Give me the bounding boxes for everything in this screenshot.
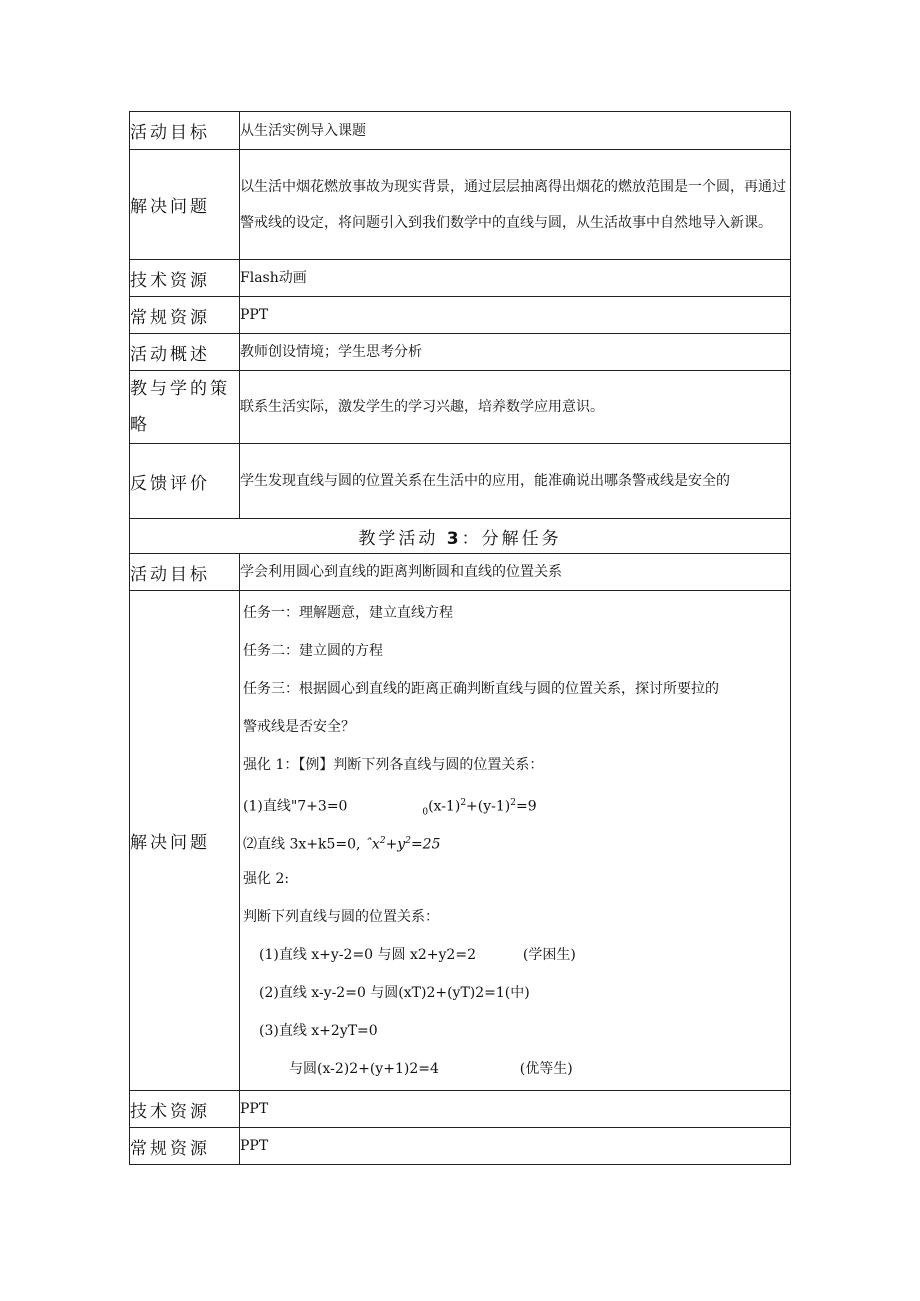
table-row (130, 554, 791, 591)
section-heading-row (130, 519, 791, 554)
problem-content (240, 591, 791, 1091)
row-value: 教师创设情境；学生思考分析 (240, 334, 791, 371)
table-row (130, 371, 791, 444)
table-row (130, 591, 791, 1091)
section-heading (130, 519, 791, 554)
example-line (243, 784, 786, 822)
table-row (130, 112, 791, 150)
ex2-circle-c: =25 (410, 836, 441, 853)
ex1-circle-a: (x-1) (428, 798, 461, 815)
q3b-text: 与圆(x-2)2+(y+1)2=4 (289, 1060, 439, 1077)
task-line: 任务三：根据圆心到直线的距离正确判断直线与圆的位置关系，探讨所要拉的 (243, 680, 719, 697)
task-line: 警戒线是否安全？ (243, 718, 355, 735)
heading-rest: ：分解任务 (461, 528, 562, 549)
lesson-plan-table (129, 111, 791, 1165)
row-label: 技术资源 (130, 260, 240, 297)
row-label: 教与学的策略 (130, 371, 240, 444)
row-label: 解决问题 (130, 591, 240, 1091)
table-row (130, 1128, 791, 1165)
task-line: 强化 2: (243, 870, 290, 887)
table-row (130, 1091, 791, 1128)
question-line: (3)直线 x+2yT=0 (259, 1022, 378, 1039)
task-line: 任务一：理解题意，建立直线方程 (243, 604, 453, 621)
ex2-sup: 2 (405, 835, 411, 846)
ex1-sup: 2 (510, 797, 516, 808)
row-value: 学会利用圆心到直线的距离判断圆和直线的位置关系 (240, 554, 791, 591)
heading-number: 3 (446, 528, 462, 549)
row-value: Flash动画 (240, 260, 791, 297)
table-row (130, 444, 791, 519)
question-line (243, 936, 786, 974)
row-value: PPT (240, 1128, 791, 1165)
row-value: PPT (240, 297, 791, 334)
row-value: 学生发现直线与圆的位置关系在生活中的应用，能准确说出哪条警戒线是安全的 (240, 444, 791, 519)
row-value: PPT (240, 1091, 791, 1128)
row-label: 技术资源 (130, 1091, 240, 1128)
ex1-circle-c: =9 (515, 798, 537, 815)
table-row (130, 297, 791, 334)
ex1-circle-b: +(y-1) (466, 798, 511, 815)
table-row (130, 334, 791, 371)
task-line: 任务二：建立圆的方程 (243, 642, 383, 659)
row-label: 反馈评价 (130, 444, 240, 519)
row-label: 活动目标 (130, 554, 240, 591)
row-label: 解决问题 (130, 150, 240, 260)
row-value: 以生活中烟花燃放事故为现实背景，通过层层抽离得出烟花的燃放范围是一个圆，再通过警戒线的设定，将问题引入到我们数学中的直线与圆，从生活故事中自然地导入新课。 (240, 150, 791, 260)
ex1-line: (1)直线"7+3=0 (243, 798, 348, 815)
ex2-sup: 2 (379, 835, 386, 846)
question-line: (2)直线 x-y-2=0 与圆(xT)2+(yT)2=1(中) (259, 984, 530, 1001)
row-label: 常规资源 (130, 297, 240, 334)
q1-text: (1)直线 x+y-2=0 与圆 x2+y2=2 (259, 946, 476, 963)
row-label: 活动概述 (130, 334, 240, 371)
q3-tag: (优等生) (519, 1060, 573, 1077)
task-line: 强化 1：【例】判断下列各直线与圆的位置关系： (243, 756, 544, 773)
task-list (240, 594, 790, 1088)
ex2-circle-b: +y (385, 836, 406, 853)
ex2-line: ⑵直线 3x+k5=0, (243, 836, 361, 853)
ex1-sup: 2 (460, 797, 467, 808)
question-line (243, 1050, 786, 1088)
row-value: 联系生活实际，激发学生的学习兴趣，培养数学应用意识。 (240, 371, 791, 444)
row-label: 常规资源 (130, 1128, 240, 1165)
row-value: 从生活实例导入课题 (240, 112, 791, 150)
table-row (130, 150, 791, 260)
row-label: 活动目标 (130, 112, 240, 150)
ex2-circle-a: ˆx (364, 836, 380, 853)
task-line: 判断下列直线与圆的位置关系： (243, 908, 439, 925)
table-row (130, 260, 791, 297)
example-line (243, 822, 786, 860)
ex1-sub: 0 (422, 806, 429, 817)
q1-tag: (学困生) (522, 946, 576, 963)
heading-text: 教学活动 (358, 528, 439, 549)
